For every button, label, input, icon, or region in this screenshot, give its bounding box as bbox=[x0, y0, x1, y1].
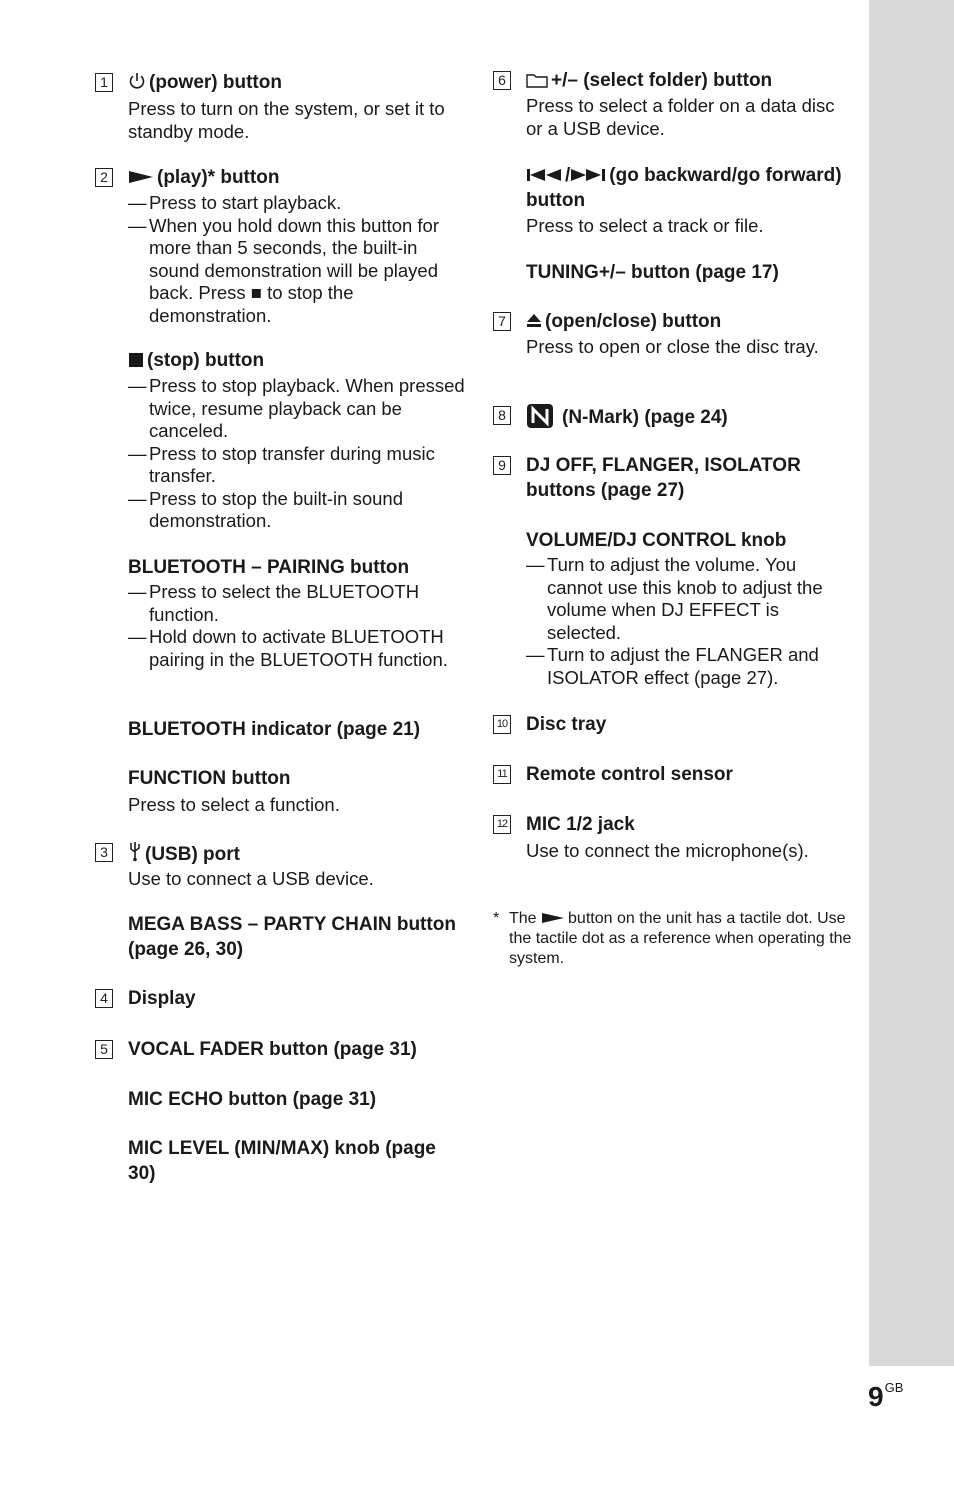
mic-echo-title: MIC ECHO button (page 31) bbox=[128, 1089, 377, 1110]
list-item: — Hold down to activate BLUETOOTH pairing in the BLUETOOTH function. bbox=[128, 626, 448, 670]
item-description: Press to turn on the system, or set it to standby mode. bbox=[128, 98, 445, 142]
item-title: DJ OFF, FLANGER, ISOLATOR buttons (page 27) bbox=[526, 455, 801, 501]
page-suffix: GB bbox=[884, 1380, 904, 1395]
stop-bullets bbox=[128, 375, 465, 533]
mega-bass-title: MEGA BASS – PARTY CHAIN button (page 26, 30) bbox=[128, 914, 456, 960]
item-number: 2 bbox=[95, 168, 113, 187]
skip-button-title: / (go backward/go forward) button bbox=[526, 165, 842, 211]
function-description: Press to select a function. bbox=[128, 794, 340, 815]
item-title: VOCAL FADER button (page 31) bbox=[128, 1039, 417, 1060]
list-item: — Press to stop transfer during music transfer. bbox=[128, 442, 435, 486]
mic-level-title: MIC LEVEL (MIN/MAX) knob (page 30) bbox=[128, 1138, 436, 1184]
nfc-n-mark-icon bbox=[526, 403, 554, 429]
item-title: Disc tray bbox=[526, 714, 607, 735]
bluetooth-indicator-title: BLUETOOTH indicator (page 21) bbox=[128, 719, 421, 740]
item-title: (N-Mark) (page 24) bbox=[526, 403, 853, 430]
item-number: 1 bbox=[95, 73, 113, 92]
list-item: — Turn to adjust the FLANGER and ISOLATOR effect (page 27). bbox=[526, 644, 819, 688]
item-number: 9 bbox=[493, 456, 511, 475]
item-title: Remote control sensor bbox=[526, 764, 733, 785]
usb-icon bbox=[128, 840, 142, 862]
play-icon bbox=[541, 911, 565, 925]
item-number: 11 bbox=[493, 765, 511, 784]
list-item: — Press to select the BLUETOOTH function. bbox=[128, 581, 420, 625]
list-item: — Press to stop playback. When pressed twice, resume playback can be canceled. bbox=[128, 375, 465, 441]
footnote-asterisk: * bbox=[493, 910, 500, 927]
list-item: — Press to stop the built-in sound demonstration. bbox=[128, 487, 404, 531]
footnote-text: The button on the unit has a tactile dot. Use the tactile dot as a reference when operating the system. bbox=[509, 910, 852, 967]
item-description: Use to connect a USB device. bbox=[128, 868, 374, 889]
power-icon bbox=[128, 72, 146, 90]
side-strip bbox=[869, 0, 954, 1366]
page-number: $9^{GB}$ bbox=[868, 1380, 904, 1412]
item-title: (open/close) button bbox=[526, 309, 853, 334]
item-title: (power) button bbox=[128, 70, 465, 95]
volume-knob-title: VOLUME/DJ CONTROL knob bbox=[526, 530, 787, 551]
skip-description: Press to select a track or file. bbox=[526, 215, 764, 236]
item-number: 6 bbox=[493, 71, 511, 90]
list-item: — Press to start playback. bbox=[128, 192, 342, 213]
bluetooth-pairing-title: BLUETOOTH – PAIRING button bbox=[128, 557, 410, 578]
play-icon bbox=[128, 169, 154, 185]
item-title: MIC 1/2 jack bbox=[526, 814, 635, 835]
stop-button-title: (stop) button bbox=[128, 348, 465, 373]
item-title: Display bbox=[128, 988, 196, 1009]
item-number: 8 bbox=[493, 406, 511, 425]
item-description: Press to open or close the disc tray. bbox=[526, 336, 819, 357]
volume-bullets bbox=[526, 554, 853, 689]
play-bullets bbox=[128, 192, 465, 327]
previous-track-icon bbox=[526, 167, 562, 183]
item-title: (USB) port bbox=[128, 840, 465, 867]
item-description: Press to select a folder on a data disc or a USB device. bbox=[526, 95, 835, 139]
next-track-icon bbox=[570, 167, 606, 183]
tuning-title: TUNING+/– button (page 17) bbox=[526, 262, 779, 283]
function-button-title: FUNCTION button bbox=[128, 768, 291, 789]
item-number: 7 bbox=[493, 312, 511, 331]
item-number: 10 bbox=[493, 715, 511, 734]
list-item: — When you hold down this button for more than 5 seconds, the built-in sound demonstration will be played back. Press ■ to stop the demonstration. bbox=[128, 214, 440, 326]
folder-icon bbox=[526, 72, 548, 88]
eject-icon bbox=[526, 313, 542, 329]
list-item: — Turn to adjust the volume. You cannot use this knob to adjust the volume when DJ EFFECT is selected. bbox=[526, 554, 823, 643]
item-description: Use to connect the microphone(s). bbox=[526, 840, 809, 861]
item-number: 5 bbox=[95, 1040, 113, 1059]
item-number: 12 bbox=[493, 815, 511, 834]
item-number: 4 bbox=[95, 989, 113, 1008]
item-title: +/– (select folder) button bbox=[526, 68, 853, 93]
item-title: (play)* button bbox=[128, 165, 465, 190]
bluetooth-bullets bbox=[128, 581, 465, 671]
item-number: 3 bbox=[95, 843, 113, 862]
stop-icon bbox=[128, 352, 144, 368]
